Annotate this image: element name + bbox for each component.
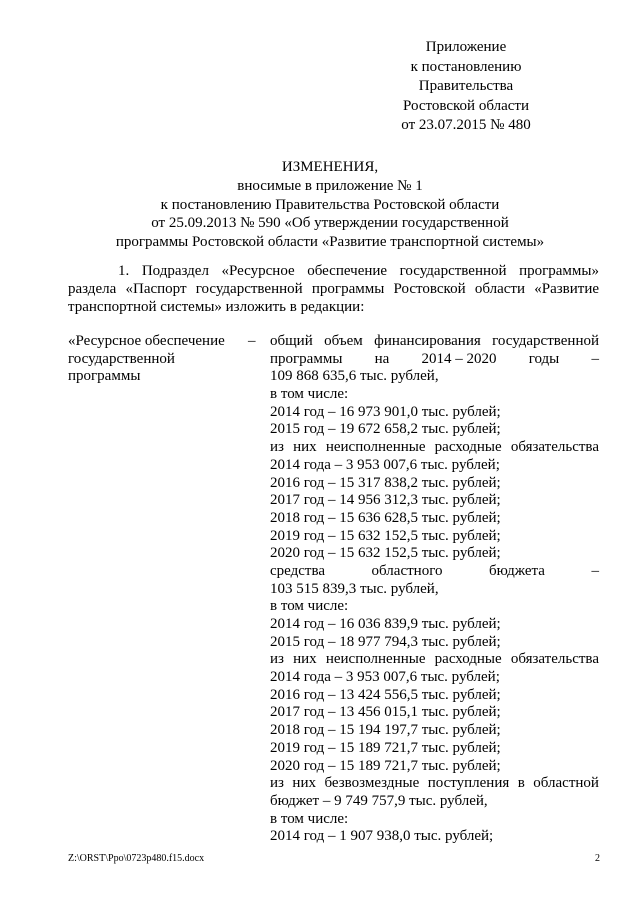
appendix-line: Правительства [418, 78, 514, 94]
heading-line: к постановлению Правительства Ростовской области [160, 196, 500, 213]
gratuitous-line: из них безвозмездные поступления в областной [270, 775, 599, 792]
appendix-line: Приложение [425, 39, 507, 55]
unfulfilled-amount: 2014 года – 3 953 007,6 тыс. рублей; [270, 669, 500, 686]
footer-page-number: 2 [595, 853, 600, 864]
including-label: в том числе: [270, 386, 349, 403]
unfulfilled-amount: 2014 года – 3 953 007,6 тыс. рублей; [270, 456, 500, 473]
gratuitous-year-amount: 2014 год – 1 907 938,0 тыс. рублей; [270, 828, 494, 845]
regional-amount: 103 515 839,3 тыс. рублей, [270, 580, 439, 597]
year-amount: 2016 год – 15 317 838,2 тыс. рублей; [270, 474, 501, 491]
regional-year-amount: 2020 год – 15 189 721,7 тыс. рублей; [270, 757, 501, 774]
footer-file-path: Z:\ORST\Ppo\0723p480.f15.docx [68, 853, 205, 864]
year-amount: 2018 год – 15 636 628,5 тыс. рублей; [270, 509, 501, 526]
appendix-line: Ростовской области [403, 97, 529, 114]
regional-year-amount: 2017 год – 13 456 015,1 тыс. рублей; [270, 704, 501, 721]
regional-budget-line: средства областного бюджета – [270, 562, 599, 579]
total-period-line: программы на 2014 – 2020 годы – [270, 350, 599, 367]
resource-label-line: государственной [68, 350, 175, 367]
year-amount: 2014 год – 16 973 901,0 тыс. рублей; [270, 403, 501, 420]
resource-label-line: программы [68, 368, 141, 385]
year-amount: 2015 год – 19 672 658,2 тыс. рублей; [270, 421, 501, 438]
gratuitous-amount: бюджет – 9 749 757,9 тыс. рублей, [270, 792, 488, 809]
total-line: общий объем финансирования государственной [270, 333, 599, 349]
amendment-paragraph: 1. Подраздел «Ресурсное обеспечение государственной программы» раздела «Паспорт государственной программы Ростовской области «Развитие транспортной системы» изложить в редакции: [68, 263, 599, 315]
regional-year-amount: 2018 год – 15 194 197,7 тыс. рублей; [270, 722, 501, 739]
unfulfilled-line: из них неисполненные расходные обязательства [270, 651, 599, 668]
total-amount: 109 868 635,6 тыс. рублей, [270, 368, 439, 385]
unfulfilled-line: из них неисполненные расходные обязательства [270, 439, 599, 456]
resource-details [270, 333, 599, 846]
heading-line: программы Ростовской области «Развитие транспортной системы» [115, 234, 545, 251]
document-heading [60, 158, 600, 252]
regional-year-amount: 2019 год – 15 189 721,7 тыс. рублей; [270, 739, 501, 756]
heading-line: от 25.09.2013 № 590 «Об утверждении государственной [151, 215, 509, 232]
including-label: в том числе: [270, 598, 349, 615]
year-amount: 2017 год – 14 956 312,3 тыс. рублей; [270, 492, 501, 509]
heading-line: вносимые в приложение № 1 [237, 177, 423, 194]
year-amount: 2020 год – 15 632 152,5 тыс. рублей; [270, 545, 501, 562]
resource-label-line: «Ресурсное обеспечение [68, 333, 225, 349]
appendix-header [366, 38, 566, 136]
appendix-line: от 23.07.2015 № 480 [401, 117, 531, 133]
regional-year-amount: 2016 год – 13 424 556,5 тыс. рублей; [270, 686, 501, 703]
heading-title: ИЗМЕНЕНИЯ, [281, 159, 379, 175]
resource-label [68, 333, 238, 386]
regional-year-amount: 2015 год – 18 977 794,3 тыс. рублей; [270, 633, 501, 650]
year-amount: 2019 год – 15 632 152,5 тыс. рублей; [270, 527, 501, 544]
appendix-line: к постановлению [410, 58, 522, 75]
including-label: в том числе: [270, 810, 349, 827]
regional-year-amount: 2014 год – 16 036 839,9 тыс. рублей; [270, 616, 501, 632]
label-dash: – [248, 333, 256, 349]
